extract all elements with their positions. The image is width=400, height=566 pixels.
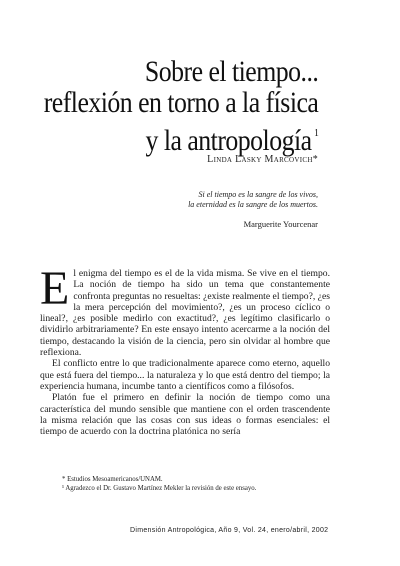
paragraph-1-text: l enigma del tiempo es el de la vida misma. Se vive en el tiempo. La noción de tiempo ha sido un tema que constantemente confronta preguntas no resueltas: ¿existe realmente el tiempo?, ¿es la mera percepción del movimiento?, ¿es un proceso cíclico o lineal?, ¿es posible medirlo con exactitud?, ¿es legítimo clasificarlo o dividirlo arbitrariamente? En este ensayo intento acercarme a la noción del tiempo, destacando la visión de la ciencia, pero sin olvidar al hombre que reflexiona. bbox=[40, 268, 330, 359]
title-footnote-mark: 1 bbox=[313, 127, 318, 139]
title-line-3 bbox=[43, 118, 318, 156]
footnote-acknowledgement: ¹ Agradezco el Dr. Gustavo Martínez Mekler la revisión de este ensayo. bbox=[62, 485, 257, 492]
epigraph-line-2: la eternidad es la sangre de los muertos. bbox=[188, 200, 318, 209]
author-name: Linda Lasky Marcovich* bbox=[207, 154, 318, 165]
epigraph-line-1: Si el tiempo es la sangre de los vivos, bbox=[198, 190, 318, 199]
article-title bbox=[43, 56, 318, 156]
title-line-3-text: y la antropología bbox=[145, 124, 312, 157]
title-line-1: Sobre el tiempo... bbox=[144, 55, 318, 88]
epigraph bbox=[188, 190, 318, 210]
article-body bbox=[40, 262, 330, 438]
paragraph-2: El conflicto entre lo que tradicionalmente aparece como eterno, aquello que está fuera del tiempo... la naturaleza y lo que está dentro del tiempo; la experiencia humana, incumbe tanto a científicos como a filósofos. bbox=[40, 358, 330, 392]
title-line-2: reflexión en torno a la física bbox=[43, 86, 318, 119]
journal-footer: Dimensión Antropológica, Año 9, Vol. 24, enero/abril, 2002 bbox=[130, 527, 329, 534]
footnote-affiliation: * Estudios Mesoamericanos/UNAM. bbox=[62, 476, 163, 483]
paragraph-3: Platón fue el primero en definir la noción de tiempo como una característica del mundo sensible que mantiene con el orden trascendente la misma relación que las cosas con sus ideas o formas esenciales: el tiempo de acuerdo con la doctrina platónica no sería bbox=[40, 392, 330, 438]
paragraph-1 bbox=[40, 262, 330, 359]
drop-cap: E bbox=[40, 262, 70, 315]
footnotes bbox=[62, 475, 352, 493]
epigraph-author: Marguerite Yourcenar bbox=[243, 219, 318, 229]
